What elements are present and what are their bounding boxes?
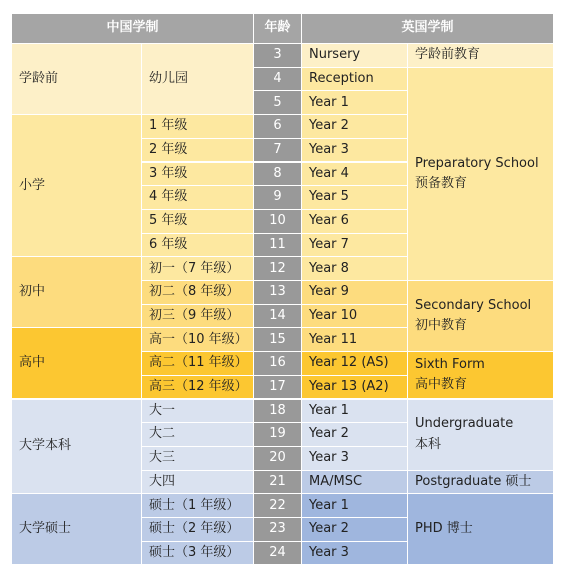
- age-cell: 16: [254, 352, 302, 376]
- uk-year: Year 4: [302, 163, 408, 187]
- china-grade: 4 年级: [142, 186, 254, 210]
- header-uk-system: 英国学制: [302, 14, 554, 44]
- uk-stage: [408, 471, 554, 495]
- age-cell: 23: [254, 518, 302, 542]
- age-cell: 3: [254, 44, 302, 68]
- china-grade: 初三（9 年级）: [142, 305, 254, 329]
- china-grade: 初二（8 年级）: [142, 281, 254, 305]
- uk-year: Year 8: [302, 257, 408, 281]
- uk-stage-text: [415, 298, 531, 335]
- uk-stage-line: Preparatory School: [415, 155, 539, 171]
- age-cell: 5: [254, 91, 302, 115]
- age-cell: 15: [254, 328, 302, 352]
- uk-year: Year 9: [302, 281, 408, 305]
- uk-year: Year 1: [302, 494, 408, 518]
- china-grade: 初一（7 年级）: [142, 257, 254, 281]
- china-grade: 1 年级: [142, 115, 254, 139]
- china-grade: 高二（11 年级）: [142, 352, 254, 376]
- uk-year: Year 12 (AS): [302, 352, 408, 376]
- age-cell: 11: [254, 234, 302, 258]
- header-china-system: 中国学制: [12, 14, 254, 44]
- china-grade: 高三（12 年级）: [142, 376, 254, 400]
- china-stage: 大学本科: [12, 400, 142, 495]
- uk-stage-line: 初中教育: [415, 318, 468, 334]
- uk-stage-line: Sixth Form: [415, 357, 485, 373]
- china-grade: 幼儿园: [142, 44, 254, 115]
- uk-year: MA/MSC: [302, 471, 408, 495]
- uk-stage-text: [415, 47, 480, 63]
- age-cell: 8: [254, 163, 302, 187]
- age-cell: 14: [254, 305, 302, 329]
- uk-stage-text: [415, 416, 513, 453]
- china-grade: 大二: [142, 423, 254, 447]
- uk-stage-line: 高中教育: [415, 377, 468, 393]
- china-stage: 学龄前: [12, 44, 142, 115]
- age-cell: 6: [254, 115, 302, 139]
- uk-year: Year 3: [302, 447, 408, 471]
- uk-stage: [408, 68, 554, 281]
- uk-stage: [408, 281, 554, 352]
- age-cell: 7: [254, 139, 302, 163]
- age-cell: 9: [254, 186, 302, 210]
- china-grade: 大四: [142, 471, 254, 495]
- age-cell: 18: [254, 400, 302, 424]
- china-grade: 大三: [142, 447, 254, 471]
- age-cell: 19: [254, 423, 302, 447]
- uk-stage: [408, 494, 554, 565]
- age-cell: 20: [254, 447, 302, 471]
- china-grade: 高一（10 年级）: [142, 328, 254, 352]
- education-system-table: [12, 14, 554, 566]
- uk-year: Year 5: [302, 186, 408, 210]
- age-cell: 22: [254, 494, 302, 518]
- uk-stage: [408, 44, 554, 68]
- china-grade: 大一: [142, 400, 254, 424]
- uk-stage-text: [415, 156, 539, 193]
- age-cell: 10: [254, 210, 302, 234]
- uk-stage-line: 学龄前教育: [415, 47, 481, 63]
- uk-year: Year 2: [302, 115, 408, 139]
- age-cell: 12: [254, 257, 302, 281]
- uk-stage-text: [415, 357, 485, 394]
- age-cell: 4: [254, 68, 302, 92]
- uk-stage-line: 预备教育: [415, 175, 468, 191]
- uk-year: Year 3: [302, 139, 408, 163]
- age-cell: 17: [254, 376, 302, 400]
- header-age: 年龄: [254, 14, 302, 44]
- uk-year: Year 13 (A2): [302, 376, 408, 400]
- uk-stage: [408, 352, 554, 399]
- age-cell: 21: [254, 471, 302, 495]
- china-grade: 硕士（3 年级）: [142, 542, 254, 566]
- china-stage: 高中: [12, 328, 142, 399]
- uk-year: Year 7: [302, 234, 408, 258]
- uk-year: Nursery: [302, 44, 408, 68]
- uk-year: Year 3: [302, 542, 408, 566]
- uk-year: Year 11: [302, 328, 408, 352]
- china-stage: 小学: [12, 115, 142, 257]
- china-grade: 6 年级: [142, 234, 254, 258]
- china-grade: 硕士（2 年级）: [142, 518, 254, 542]
- uk-stage-line: Postgraduate 硕士: [415, 473, 532, 489]
- age-cell: 24: [254, 542, 302, 566]
- uk-year: Reception: [302, 68, 408, 92]
- uk-stage-line: Undergraduate: [415, 416, 514, 432]
- uk-year: Year 1: [302, 400, 408, 424]
- uk-stage-text: [415, 521, 473, 537]
- uk-stage-line: PHD 博士: [415, 521, 473, 537]
- uk-stage-line: Secondary School: [415, 297, 532, 313]
- uk-year: Year 1: [302, 91, 408, 115]
- china-grade: 2 年级: [142, 139, 254, 163]
- age-cell: 13: [254, 281, 302, 305]
- uk-year: Year 6: [302, 210, 408, 234]
- china-stage: 大学硕士: [12, 494, 142, 565]
- uk-stage: [408, 400, 554, 471]
- china-grade: 3 年级: [142, 163, 254, 187]
- uk-year: Year 2: [302, 518, 408, 542]
- china-grade: 硕士（1 年级）: [142, 494, 254, 518]
- uk-year: Year 2: [302, 423, 408, 447]
- uk-stage-text: [415, 474, 531, 490]
- china-grade: 5 年级: [142, 210, 254, 234]
- uk-stage-line: 本科: [415, 436, 442, 452]
- uk-year: Year 10: [302, 305, 408, 329]
- china-stage: 初中: [12, 257, 142, 328]
